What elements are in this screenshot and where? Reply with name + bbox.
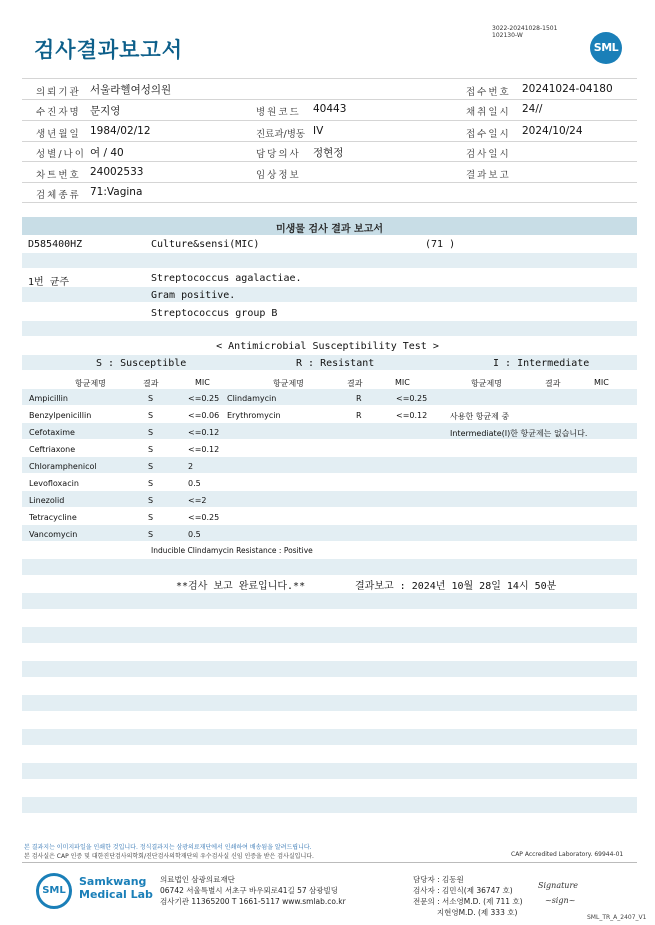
print-notice: 본 결과지는 이미지파일을 인쇄한 것입니다. 정식결과지는 삼광의료재단에서 인쇄하여 배송됨을 알려드립니다.	[24, 844, 312, 851]
intermediate-note: 사용한 항균제 중	[450, 412, 510, 421]
dept-value: IV	[313, 125, 324, 137]
test-name: Culture&sensi(MIC)	[151, 239, 260, 250]
institution-label: 의뢰기관	[36, 87, 81, 98]
stripe-band	[22, 253, 637, 268]
stripe-band	[22, 559, 637, 575]
cell-drug: Ceftriaxone	[29, 445, 76, 454]
institution-value: 서울라헬여성의원	[90, 84, 172, 96]
staff-list: 담당자 : 김동원 검사자 : 김민식(제 36747 호) 전문의 : 서소영M.D. (제 711 호) 지현영M.D. (제 333 호)	[413, 875, 523, 917]
cell-result: R	[356, 394, 362, 403]
legend-resistant: R : Resistant	[296, 358, 375, 369]
col-result: 결과	[143, 379, 159, 388]
col-mic: MIC	[594, 378, 609, 387]
organism-line: Streptococcus group B	[151, 308, 278, 319]
stripe-band	[22, 321, 637, 336]
lab-address: 의료법인 삼광의료재단 06742 서울특별시 서초구 바우뫼로41길 57 삼광빌딩 검사기관 11365200 T 1661-5117 www.smlab.co.kr	[160, 875, 346, 906]
report-complete-message: **검사 보고 완료입니다.**	[176, 581, 306, 592]
cell-result: S	[148, 445, 154, 454]
specimen-value: 71:Vagina	[90, 186, 143, 198]
receipt-no-label: 접수번호	[466, 87, 511, 98]
cell-result: S	[148, 513, 154, 522]
cell-result: S	[148, 462, 154, 471]
cell-result: R	[356, 411, 362, 420]
divider	[22, 862, 637, 863]
dob-value: 1984/02/12	[90, 125, 151, 137]
cell-drug: Benzylpenicillin	[29, 411, 92, 420]
cell-result: S	[148, 496, 154, 505]
cell-drug: Chloramphenicol	[29, 462, 97, 471]
inducible-clindamycin-note: Inducible Clindamycin Resistance : Positive	[151, 546, 313, 555]
cell-drug: Vancomycin	[29, 530, 78, 539]
report-timestamp: 결과보고 : 2024년 10월 28일 14시 50분	[355, 581, 557, 592]
cell-mic: <=0.12	[188, 445, 220, 454]
divider	[22, 202, 637, 203]
cap-accreditation: CAP Accredited Laboratory. 69944-01	[511, 851, 624, 858]
dob-label: 생년월일	[36, 129, 81, 140]
legend-susceptible: S : Susceptible	[96, 358, 187, 369]
ward-code-label: 병원코드	[256, 107, 301, 118]
cell-result: S	[148, 530, 154, 539]
cell-mic: <=0.12	[188, 428, 220, 437]
stripe-band	[22, 729, 637, 745]
sml-logo: SML	[590, 32, 622, 64]
col-drug: 항균제명	[273, 379, 304, 388]
test-number: (71 )	[425, 239, 456, 250]
col-result: 결과	[347, 379, 363, 388]
form-code: SML_TR_A_2407_V1	[587, 914, 647, 921]
divider	[22, 78, 637, 79]
ward-code-value: 40443	[313, 103, 347, 115]
col-mic: MIC	[395, 378, 410, 387]
cell-drug: Erythromycin	[227, 411, 281, 420]
signature-tester: Signature	[538, 881, 579, 890]
stripe-band	[22, 695, 637, 711]
cell-result: S	[148, 394, 154, 403]
col-mic: MIC	[195, 378, 210, 387]
received-value: 2024/10/24	[522, 125, 583, 137]
organism-label: 1번 균주	[28, 277, 70, 288]
cell-mic: 0.5	[188, 530, 201, 539]
stripe-band	[22, 525, 637, 541]
ast-title: < Antimicrobial Susceptibility Test >	[216, 341, 439, 352]
clinical-label: 임상정보	[256, 170, 301, 181]
legend-intermediate: I : Intermediate	[493, 358, 590, 369]
cell-mic: 0.5	[188, 479, 201, 488]
stripe-band	[22, 593, 637, 609]
divider	[22, 161, 637, 162]
collect-value: 24//	[522, 103, 543, 115]
sex-label: 성별/나이	[36, 149, 86, 160]
patient-label: 수진자명	[36, 107, 81, 118]
cell-result: S	[148, 411, 154, 420]
page-title: 검사결과보고서	[34, 38, 184, 62]
col-drug: 항균제명	[75, 379, 106, 388]
specimen-label: 검체종류	[36, 190, 81, 201]
cell-drug: Linezolid	[29, 496, 65, 505]
cell-mic: <=0.25	[188, 513, 220, 522]
cell-drug: Cefotaxime	[29, 428, 75, 437]
stripe-band	[22, 627, 637, 643]
patient-value: 문지영	[90, 105, 121, 117]
organism-line: Streptococcus agalactiae.	[151, 273, 302, 284]
cell-mic: <=0.25	[188, 394, 220, 403]
organism-line: Gram positive.	[151, 290, 236, 301]
cell-drug: Clindamycin	[227, 394, 277, 403]
section-header: 미생물 검사 결과 보고서	[22, 217, 637, 235]
dept-label: 진료과/병동	[256, 129, 306, 140]
receipt-no-value: 20241024-04180	[522, 83, 613, 95]
accreditation-notice: 본 검사실은 CAP 인증 및 대한진단검사의학회/진단검사의학재단의 우수검사실 신임 인증을 받은 검사실입니다.	[24, 853, 314, 860]
col-result: 결과	[545, 379, 561, 388]
samkwang-logo: SML	[36, 873, 72, 909]
stripe-band	[22, 389, 637, 405]
divider	[22, 141, 637, 142]
divider	[22, 120, 637, 121]
cell-mic: 2	[188, 462, 194, 471]
sex-value: 여 / 40	[90, 147, 124, 159]
divider	[22, 99, 637, 100]
cell-mic: <=0.25	[396, 394, 428, 403]
lab-name: Samkwang Medical Lab	[79, 875, 153, 901]
document-id: 3022-20241028-1501 102130-W	[492, 25, 558, 39]
stripe-band	[22, 491, 637, 507]
cell-mic: <=0.12	[396, 411, 428, 420]
cell-drug: Tetracycline	[29, 513, 77, 522]
cell-result: S	[148, 479, 154, 488]
intermediate-note: Intermediate(I)한 항균제는 없습니다.	[450, 429, 588, 438]
cell-drug: Levofloxacin	[29, 479, 79, 488]
stripe-band	[22, 661, 637, 677]
col-drug: 항균제명	[471, 379, 502, 388]
collect-label: 채취일시	[466, 107, 511, 118]
cell-result: S	[148, 428, 154, 437]
doctor-label: 담당의사	[256, 149, 301, 160]
stripe-band	[22, 763, 637, 779]
cell-mic: <=0.06	[188, 411, 220, 420]
chart-value: 24002533	[90, 166, 144, 178]
report-label: 결과보고	[466, 170, 511, 181]
received-label: 접수일시	[466, 129, 511, 140]
stripe-band	[22, 287, 637, 302]
signature-doctor: ~sign~	[545, 896, 576, 905]
divider	[22, 182, 637, 183]
test-date-label: 검사일시	[466, 149, 511, 160]
stripe-band	[22, 797, 637, 813]
cell-mic: <=2	[188, 496, 207, 505]
test-code: D585400HZ	[28, 239, 83, 250]
doctor-value: 정현정	[313, 147, 344, 159]
stripe-band	[22, 457, 637, 473]
chart-label: 차트번호	[36, 170, 81, 181]
cell-drug: Ampicillin	[29, 394, 68, 403]
